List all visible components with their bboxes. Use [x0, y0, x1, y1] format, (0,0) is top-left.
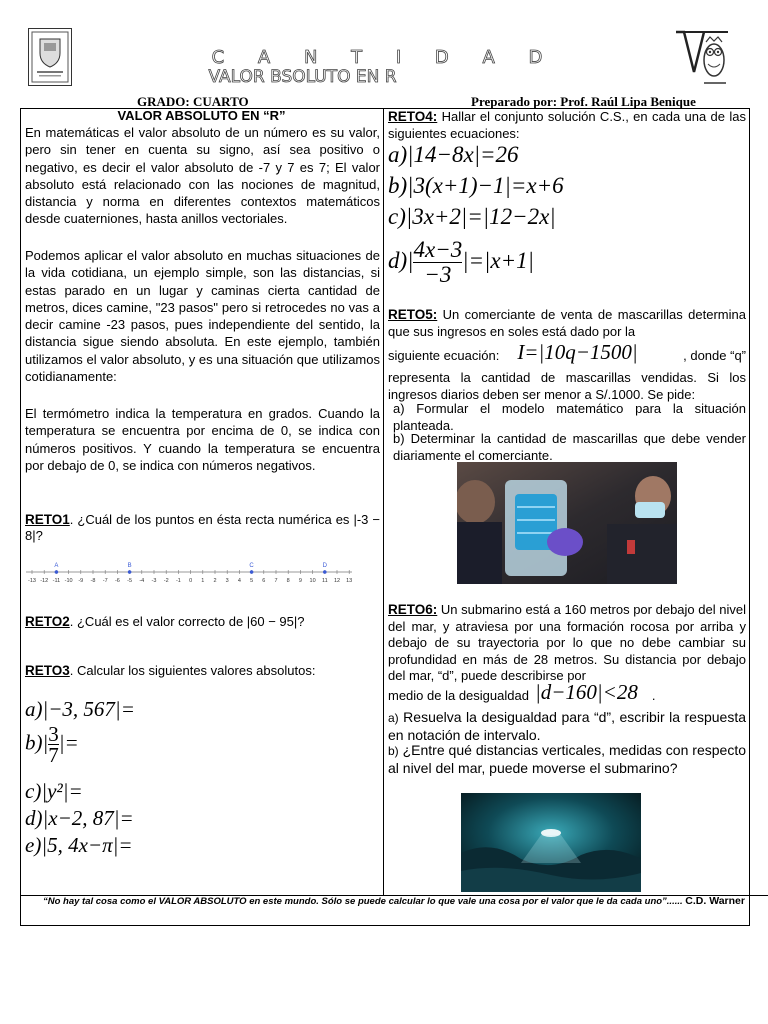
reto2-block — [25, 613, 380, 630]
owl-v-logo-icon — [674, 28, 730, 90]
distance-paragraph: Podemos aplicar el valor absoluto en muchas situaciones de la vida cotidiana, un ejemplo simple, son las distancias, si estas parado en un lugar y caminas cierta cantidad de metros, dices camine, "23 pasos" pero si retrocedes no vas a decir camine -23 pasos, pues independiente del sentido, la distancia sigue siendo absoluta. En este ejemplo, también utilizamos el valor absoluto, y es una situación que utilizamos cotidianamente: — [25, 248, 380, 385]
number-line-tick-label: 10 — [309, 578, 316, 584]
equation-c: c)|3x+2|=|12−2x| — [388, 204, 556, 229]
item-b-suffix: |= — [58, 730, 79, 755]
reto4-block — [388, 109, 746, 142]
reto6-item-a-label: a) — [388, 711, 399, 725]
reto6-text: Un submarino está a 160 metros por debajo del nivel del mar, y atraviesa por una formación rocosa por arriba y debajo de su trayectoria por lo que no debe cambiar su profundidad en más de 28 metros. Su distancia por debajo del mar, “d”, puede describirse por — [388, 602, 746, 683]
reto2-label: RETO2 — [25, 614, 70, 629]
reto1-block — [25, 512, 380, 544]
reto5-text-3: , donde “q” — [683, 348, 746, 363]
reto5-label: RETO5: — [388, 307, 438, 322]
reto2-text: . ¿Cuál es el valor correcto de |60 − 95|? — [69, 614, 305, 629]
submarine-cave-photo — [461, 793, 641, 892]
number-line-tick-label: -2 — [163, 578, 169, 584]
reto6-item-b — [388, 742, 746, 777]
number-line-point — [323, 570, 327, 574]
thermometer-paragraph: El termómetro indica la temperatura en grados. Cuando la temperatura se encuentra por encima de 0, se indica con números positivos. Y cuando la temperatura se encuentra por debajo de 0, se indica con números negativos. — [25, 406, 380, 473]
item-b-numerator: 3 — [48, 722, 59, 746]
reto5-item-a: a) Formular el modelo matemático para la situación planteada. — [393, 401, 746, 433]
mask-seller-photo — [457, 462, 677, 584]
equation-a: a)|14−8x|=26 — [388, 142, 519, 167]
number-line-point-label: D — [322, 563, 327, 569]
number-line-tick-label: 7 — [274, 578, 278, 584]
number-line-tick-label: 3 — [225, 578, 229, 584]
reto5-text-4: representa la cantidad de mascarillas vendidas. Si los ingresos diarios deben ser menor a S/.1000. Se pide: — [388, 370, 746, 402]
number-line-tick-label: -7 — [102, 578, 108, 584]
number-line-point-label: C — [249, 563, 254, 569]
number-line-point-label: A — [54, 563, 59, 569]
number-line-point — [128, 570, 132, 574]
reto6-dot: . — [651, 688, 656, 703]
number-line-tick-label: 5 — [250, 578, 254, 584]
reto4-label: RETO4: — [388, 109, 438, 124]
equation-d-numerator: 4x−3 — [413, 237, 463, 262]
number-line-tick-label: -6 — [114, 578, 120, 584]
reto3-text: . Calcular los siguientes valores absolutos: — [69, 663, 316, 678]
number-line — [24, 560, 354, 586]
reto5-item-b: b) Determinar la cantidad de mascarillas que debe vender diariamente el comerciante. — [393, 431, 746, 463]
column-divider — [383, 108, 384, 895]
number-line-tick-label: -9 — [78, 578, 84, 584]
reto6-label: RETO6: — [388, 602, 438, 617]
reto5-formula: I=|10q−1500| — [517, 340, 638, 364]
grade-label: GRADO: CUARTO — [137, 94, 249, 109]
item-b-prefix: b)| — [25, 730, 49, 755]
equation-d — [388, 238, 534, 287]
number-line-tick-label: -12 — [40, 578, 49, 584]
reto3-block — [25, 662, 380, 679]
reto5-text-2: siguiente ecuación: — [388, 348, 500, 363]
number-line-tick-label: 8 — [286, 578, 290, 584]
number-line-tick-label: -10 — [64, 578, 73, 584]
reto6-item-a — [388, 709, 746, 744]
equation-d-suffix: |=|x+1| — [462, 247, 534, 273]
reto5-text: Un comerciante de venta de mascarillas determina que sus ingresos en soles está dado por la — [388, 307, 746, 339]
reto6-item-a-text: Resuelva la desigualdad para “d”, escribir la respuesta en notación de intervalo. — [388, 709, 746, 743]
number-line-tick-label: 2 — [213, 578, 217, 584]
number-line-tick-label: 13 — [346, 578, 353, 584]
number-line-tick-label: -5 — [127, 578, 133, 584]
number-line-tick-label: -1 — [175, 578, 181, 584]
reto1-label: RETO1 — [25, 512, 70, 527]
document-subtitle: VALOR BSOLUTO EN R — [208, 67, 397, 87]
number-line-tick-label: 6 — [262, 578, 266, 584]
number-line-tick-label: 12 — [333, 578, 341, 584]
reto6-item-b-text: ¿Entre qué distancias verticales, medidas con respecto al nivel del mar, puede moverse el submarino? — [388, 742, 746, 776]
reto4-text: Hallar el conjunto solución C.S., en cada una de las siguientes ecuaciones: — [388, 109, 746, 141]
item-b-denominator: 7 — [48, 743, 59, 767]
reto6-text-2: medio de la desigualdad — [388, 688, 529, 703]
quote-text: “No hay tal cosa como el VALOR ABSOLUTO en este mundo. Sólo se puede calcular lo que vale una cosa por el valor que le da cada uno”...... — [42, 896, 683, 907]
item-a: a)|−3, 567|= — [25, 697, 135, 721]
left-heading: VALOR ABSOLUTO EN “R” — [117, 108, 286, 123]
reto1-text: . ¿Cuál de los puntos en ésta recta numérica es |-3 − 8|? — [25, 512, 380, 543]
number-line-tick-label: 4 — [237, 578, 241, 584]
reto6-block — [388, 602, 746, 685]
author-label: Preparado por: Prof. Raúl Lipa Benique — [471, 94, 696, 109]
item-b-fraction — [48, 724, 59, 765]
number-line-tick-label: 1 — [201, 578, 205, 584]
reto6-formula-line — [388, 680, 655, 705]
number-line-tick-label: -11 — [52, 578, 61, 584]
reto6-formula: |d−160|<28 — [534, 680, 638, 704]
number-line-point-label: B — [127, 563, 132, 569]
reto6-item-b-label: b) — [388, 744, 399, 758]
number-line-tick-label: -4 — [139, 578, 145, 584]
document-title: C A N T I D A D — [211, 47, 557, 68]
reto3-label: RETO3 — [25, 663, 70, 678]
number-line-tick-label: 0 — [189, 578, 193, 584]
item-e: e)|5, 4x−π|= — [25, 833, 133, 857]
equation-b: b)|3(x+1)−1|=x+6 — [388, 173, 564, 198]
footer-quote — [20, 894, 768, 909]
number-line-tick-label: -13 — [28, 578, 36, 584]
reto5-intro — [388, 307, 746, 340]
item-d: d)|x−2, 87|= — [25, 806, 134, 830]
number-line-tick-label: -3 — [151, 578, 157, 584]
equation-d-fraction — [413, 238, 462, 287]
intro-paragraph: En matemáticas el valor absoluto de un número es su valor, pero sin tener en cuenta su signo, así sea positivo o negativo, es decir el valor absoluto de -7 y 7 es 7; El valor absoluto está relacionado con las nociones de magnitud, distancia y norma en diferentes contextos matemáticos desde cuaterniones, hasta anillos vectoriales. — [25, 125, 380, 227]
number-line-point — [250, 570, 254, 574]
equation-d-denominator: −3 — [424, 262, 452, 287]
equation-d-prefix: d)| — [388, 247, 414, 273]
number-line-tick-label: 9 — [298, 578, 302, 584]
number-line-tick-label: 11 — [321, 578, 328, 584]
item-c: c)|y²|= — [25, 779, 83, 803]
item-b — [25, 724, 79, 765]
reto5-formula-line — [388, 340, 746, 365]
number-line-tick-label: -8 — [90, 578, 96, 584]
number-line-point — [55, 570, 59, 574]
quote-author: C.D. Warner — [685, 895, 745, 907]
